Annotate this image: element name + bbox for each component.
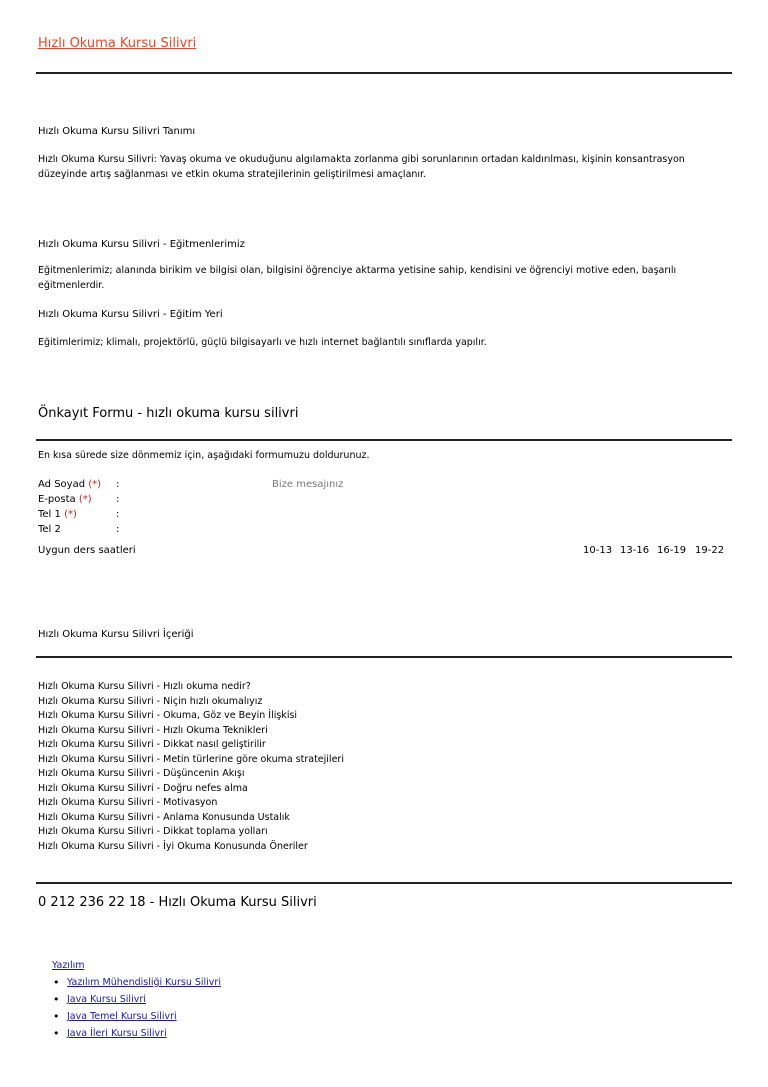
phone1-label: Tel 1 (*) (38, 509, 77, 520)
message-textarea[interactable]: Bize mesajınız (272, 479, 344, 490)
list-item: Hızlı Okuma Kursu Silivri - Dikkat toplama yolları (38, 826, 268, 837)
list-item: Hızlı Okuma Kursu Silivri - Motivasyon (38, 797, 218, 808)
definition-text: Hızlı Okuma Kursu Silivri: Yavaş okuma ve okuduğunu algılamakta zorlanma gibi sorunlarının ortadan kaldırılması, kişinin konsantrasyon düzeyinde artış sağlanması ve etkin okuma stratejilerinin geliştirilmesi amaçlanır. (38, 154, 685, 180)
divider (36, 72, 732, 74)
list-item (52, 1011, 221, 1028)
phone1-field[interactable]: : (116, 509, 120, 520)
footer-link[interactable]: Yazılım Mühendisliği Kursu Silivri (67, 977, 221, 988)
list-item: Hızlı Okuma Kursu Silivri - Düşüncenin Akışı (38, 768, 245, 779)
footer-link[interactable]: Java Temel Kursu Silivri (67, 1011, 177, 1022)
list-item: Hızlı Okuma Kursu Silivri - Metin türlerine göre okuma stratejileri (38, 753, 344, 765)
location-heading: Hızlı Okuma Kursu Silivri - Eğitim Yeri (38, 309, 223, 320)
contents-heading: Hızlı Okuma Kursu Silivri İçeriği (38, 629, 194, 640)
divider (36, 656, 732, 658)
location-text: Eğitimlerimiz; klimalı, projektörlü, güçlü bilgisayarlı ve hızlı internet bağlantılı sınıflarda yapılır. (38, 337, 487, 348)
page-title-link[interactable]: Hızlı Okuma Kursu Silivri (38, 36, 197, 51)
list-item: Hızlı Okuma Kursu Silivri - Anlama Konusunda Ustalık (38, 811, 290, 823)
divider (36, 882, 732, 884)
contents-list (38, 680, 728, 854)
list-item: Hızlı Okuma Kursu Silivri - Hızlı Okuma Teknikleri (38, 724, 268, 736)
form-intro: En kısa sürede size dönmemiz için, aşağıdaki formumuzu doldurunuz. (38, 450, 370, 461)
footer-link[interactable]: Java Kursu Silivri (67, 994, 146, 1005)
fullname-label: Ad Soyad (*) (38, 479, 102, 490)
email-label: E-posta (*) (38, 494, 92, 505)
fullname-field[interactable]: : (116, 479, 120, 490)
definition-heading: Hızlı Okuma Kursu Silivri Tanımı (38, 126, 196, 137)
list-item: Hızlı Okuma Kursu Silivri - Doğru nefes alma (38, 782, 248, 794)
list-item: Hızlı Okuma Kursu Silivri - İyi Okuma Konusunda Öneriler (38, 840, 308, 852)
hour-slot-option[interactable]: 13-16 (620, 545, 650, 556)
list-item: Hızlı Okuma Kursu Silivri - Okuma, Göz ve Beyin İlişkisi (38, 710, 298, 721)
list-item: Hızlı Okuma Kursu Silivri - Hızlı okuma nedir? (38, 681, 251, 692)
instructors-text: Eğitmenlerimiz; alanında birikim ve bilgisi olan, bilgisini öğrenciye aktarma yetisine sahip, kendisini ve öğrenciyi motive eden, başarılı eğitmenlerdir. (38, 265, 677, 291)
hours-label: Uygun ders saatleri (38, 545, 136, 556)
list-item: Hızlı Okuma Kursu Silivri - Niçin hızlı okumalıyız (38, 695, 263, 707)
list-item (52, 994, 221, 1011)
footer-link[interactable]: Java İleri Kursu Silivri (67, 1028, 167, 1039)
contact-phone-line: 0 212 236 22 18 - Hızlı Okuma Kursu Silivri (38, 895, 317, 910)
list-item (52, 1028, 221, 1045)
phone2-field[interactable]: : (116, 524, 120, 535)
phone2-label: Tel 2 (38, 524, 61, 535)
form-heading: Önkayıt Formu - hızlı okuma kursu silivri (38, 406, 299, 421)
instructors-heading: Hızlı Okuma Kursu Silivri - Eğitmenlerimiz (38, 239, 245, 250)
category-link[interactable]: Yazılım (52, 960, 85, 971)
hour-slot-option[interactable]: 19-22 (695, 545, 725, 556)
divider (36, 439, 732, 441)
hour-slot-option[interactable]: 10-13 (583, 545, 613, 556)
footer-link-list (52, 977, 221, 1045)
category-link-wrap (52, 960, 84, 971)
list-item (52, 977, 221, 994)
email-field[interactable]: : (116, 494, 120, 505)
list-item: Hızlı Okuma Kursu Silivri - Dikkat nasıl geliştirilir (38, 739, 266, 750)
hour-slot-option[interactable]: 16-19 (657, 545, 687, 556)
